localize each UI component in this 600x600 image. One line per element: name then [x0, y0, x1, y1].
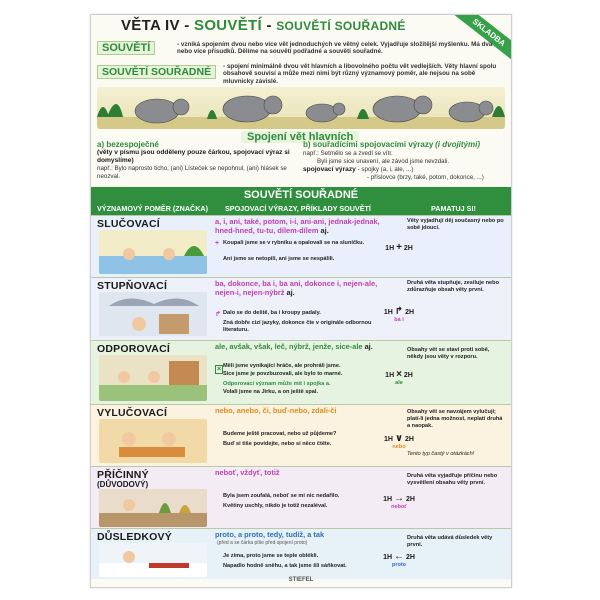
row-slucovaci: [91, 215, 511, 278]
note: Věty vyjadřují děj současný nebo po sobě jdoucí.: [407, 218, 504, 231]
hail-illustration: [99, 292, 207, 336]
column-header-vyrazy: SPOJOVACÍ VÝRAZY, PŘÍKLADY SOUVĚTÍ: [225, 204, 371, 213]
schema-operator: ∨: [394, 433, 404, 444]
swimming-illustration: [99, 230, 207, 274]
garden-scene-icon: [99, 489, 207, 527]
example-1: Koupali jsme se v rybníku a opalovali se na sluníčku.: [223, 240, 365, 246]
schema: [381, 551, 417, 568]
mark-cross-icon: ×: [217, 366, 222, 373]
schema: [381, 242, 417, 253]
example-1: Je zima, proto jsme se teple oblékli.: [223, 553, 319, 559]
schema: [381, 493, 417, 510]
pond-scene-icon: [99, 230, 207, 274]
souradicimi-example-1: např.: Setmělo se a zvedl se vítr.: [303, 150, 393, 157]
row-name: DŮSLEDKOVÝ: [97, 531, 172, 543]
mark-plus-icon: +: [215, 240, 220, 247]
snow-illustration: [99, 543, 207, 577]
spojeni-bezespojecne: [97, 141, 293, 181]
souradicimi-heading: b) souřadícími spojovacími výrazy: [303, 140, 434, 149]
schema-right: 2H: [403, 372, 413, 379]
souveti-text: - vzniká spojením dvou nebo více vět jednoduchých ve větný celek. Vyjadřuje složitější myšlenku. Má dva nebo více přísudků. Dělíme na souvětí podřadné a souvětí souřadné.: [177, 41, 493, 56]
example-2: Napadlo hodně sněhu, a tak jsme šli sáňkovat.: [223, 563, 347, 569]
schema-left: 1H: [385, 245, 395, 252]
schema-operator: →: [394, 493, 404, 504]
row-dusledkovy: [91, 528, 511, 579]
schema-right: 2H: [405, 436, 414, 443]
schema-operator: ↱: [394, 306, 404, 317]
conjunctions: [215, 218, 395, 235]
elephants-illustration: [97, 87, 505, 129]
row-vylucovaci: [91, 404, 511, 467]
sport-illustration: [99, 355, 207, 401]
poster: [90, 14, 512, 588]
example-2: Sice jsme je povzbuzovali, ale bylo to marné.: [223, 371, 343, 377]
example-2: Květiny uschly, nikdo je totiž nezaléval.: [223, 503, 328, 509]
column-header-pamatuj: PAMATUJ SI!: [431, 204, 476, 213]
row-name-2: (DŮVODOVÝ): [97, 480, 149, 489]
conjunctions-tail: aj.: [364, 342, 373, 351]
schema-operator: ×: [396, 369, 402, 380]
title-souveti-souradne: SOUVĚTÍ SOUŘADNÉ: [276, 19, 406, 33]
reading-scene-icon: [99, 419, 207, 463]
bezespojecne-heading: a) bezespoječné: [97, 140, 159, 149]
conjunctions: [215, 280, 395, 297]
corner-ribbon: SKLADBA: [453, 14, 512, 63]
schema-left: 1H: [383, 554, 393, 561]
mark-step-icon: ↱: [215, 311, 221, 318]
schema-left: 1H: [383, 309, 393, 316]
schema: [381, 433, 417, 450]
conjunctions: [215, 343, 395, 352]
row-pricinny: [91, 466, 511, 529]
spojovaci-vyrazy-prislovce: - příslovce (brzy, také, potom, dokonce, ...): [367, 174, 484, 181]
schema-label: proto: [391, 562, 407, 568]
spojeni-title: Spojení vět hlavních: [241, 131, 359, 143]
conjunctions: [215, 469, 395, 478]
row-odporovaci: [91, 340, 511, 405]
garden-illustration: [99, 489, 207, 527]
column-header-pomer: VÝZNAMOVÝ POMĚR (ZNAČKA): [97, 204, 209, 213]
conjunctions-note: (před a se čárka píše před spojení proto): [217, 540, 308, 546]
hail-scene-icon: [99, 292, 207, 336]
page-title: [121, 17, 406, 34]
conjunctions-list: a, i, ani, také, potom, i-i, ani-ani, jednak-jednak, hned-hned, tu-tu, dílem-dílem: [215, 217, 380, 235]
conjunctions-list: neboť, vždyť, totiž: [215, 468, 280, 477]
schema-label: nebo: [392, 444, 406, 450]
conjunctions-list: ale, avšak, však, leč, nýbrž, jenže, sice-ale: [215, 342, 363, 351]
spojovaci-vyrazy-label: spojovací výrazy: [303, 166, 356, 173]
title-souveti: SOUVĚTÍ: [194, 17, 262, 34]
schema-right: 2H: [405, 496, 415, 503]
example-2: Buď si tiše povídejte, nebo si něco čtěte.: [223, 441, 332, 447]
schema-label: neboť: [391, 504, 407, 510]
souradicimi-example-2: Byli jsme sice unavení, ale závod jsme nevzdali.: [317, 158, 450, 165]
spojeni-souradicimi: [303, 141, 507, 182]
example-4: Volali jsme na Jirku, a on ještě spal.: [223, 389, 319, 395]
conjunctions-list: proto, a proto, tedy, tudíž, a tak: [215, 530, 325, 539]
row-name: SLUČOVACÍ: [97, 218, 160, 230]
note: Druhá věta vyjadřuje příčinu nebo vysvětlení obsahu věty první.: [407, 473, 498, 486]
bezespojecne-example: např.: Bylo naprosto ticho, (ani) Lísteček se nepohnul, (ani) hlásek se neozval.: [97, 165, 287, 180]
example-2: Ani jsme se netopili, ani jsme se nespálili.: [223, 256, 335, 262]
snow-scene-icon: [99, 543, 207, 577]
schema: [381, 306, 417, 323]
conjunctions-list: nebo, anebo, či, buď-nebo, zdali-či: [215, 406, 337, 415]
schema-left: 1H: [384, 436, 393, 443]
example-1: Dalo se do deště, ba i kroupy padaly.: [223, 310, 321, 316]
table-column-headers: [91, 203, 511, 215]
title-separator: -: [266, 17, 272, 34]
row-name: STUPŇOVACÍ: [97, 280, 168, 292]
schema-operator: ←: [394, 551, 404, 562]
example-3: Odporovací význam může mít i spojka a.: [223, 381, 331, 387]
note: Obsahy vět se navzájem vylučují; platí-li jedna možnost, neplatí druhá a naopak.: [407, 409, 503, 429]
souveti-souradne-label: SOUVĚTÍ SOUŘADNÉ: [97, 65, 216, 79]
schema: [381, 369, 417, 386]
title-main: VĚTA IV: [121, 17, 180, 34]
note: Obsahy vět se staví proti sobě, někdy jsou věty v rozporu.: [407, 347, 490, 360]
spojovaci-vyrazy-spojky: - spojky (a, i, ale, ...): [357, 166, 414, 173]
conjunctions: [215, 531, 395, 540]
row-name: VYLUČOVACÍ: [97, 407, 168, 419]
schema-label: ba i: [394, 317, 404, 323]
example-1: Byla jsem zoufalá, neboť se mi nic nedařilo.: [223, 493, 340, 499]
schema-right: 2H: [403, 245, 413, 252]
publisher-footer: STIEFEL: [288, 577, 314, 583]
table-title: SOUVĚTÍ SOUŘADNÉ: [91, 187, 511, 203]
reading-illustration: [99, 419, 207, 463]
title-separator: -: [184, 17, 190, 34]
schema-right: 2H: [405, 309, 415, 316]
schema-operator: +: [396, 242, 402, 253]
souveti-souradne-text: - spojení minimálně dvou vět hlavních a libovolného počtu vět vedlejších. Věty hlavní spolu obsahově souvisí a může mezi nimi být různý významový poměr, ale nejsou na sobě mluvnicky závislé.: [223, 63, 497, 85]
conjunctions-tail: aj.: [286, 287, 295, 297]
schema-left: 1H: [383, 496, 393, 503]
row-name: ODPOROVACÍ: [97, 343, 170, 355]
animals-illustration: [97, 87, 505, 129]
note-2: Tento typ častý v otázkách!: [407, 451, 475, 457]
schema-left: 1H: [385, 372, 395, 379]
schema-label: ale: [395, 380, 403, 386]
example-1: Měli jsme vynikající hráče, ale prohráli jsme.: [223, 363, 341, 369]
note: Druhá věta stupňuje, zesiluje nebo zdůrazňuje obsah věty první.: [407, 280, 500, 293]
conjunctions: [215, 407, 395, 416]
bezespojecne-note: (věty v písmu jsou odděleny pouze čárkou, spojovací výraz si domyslíme): [97, 149, 290, 164]
example-1: Budeme ještě pracovat, nebo už půjdeme?: [223, 431, 337, 437]
souveti-label: SOUVĚTÍ: [97, 41, 155, 55]
schema-right: 2H: [405, 554, 415, 561]
sport-scene-icon: [99, 355, 207, 401]
note: Druhá věta udává důsledek věty první.: [407, 535, 493, 548]
conjunctions-tail: aj.: [320, 225, 329, 235]
souradicimi-heading-note: (i dvojitými): [435, 140, 481, 149]
conjunctions-list: ba, dokonce, ba i, ba ani, dokonce i, nejen-ale, nejen-i, nejen-nýbrž: [215, 279, 378, 297]
example-2: Zná dobře cizí jazyky, dokonce čte v originále odbornou literaturu.: [223, 320, 372, 333]
row-stupnovaci: [91, 277, 511, 341]
row-name: PŘÍČINNÝ: [97, 469, 149, 481]
